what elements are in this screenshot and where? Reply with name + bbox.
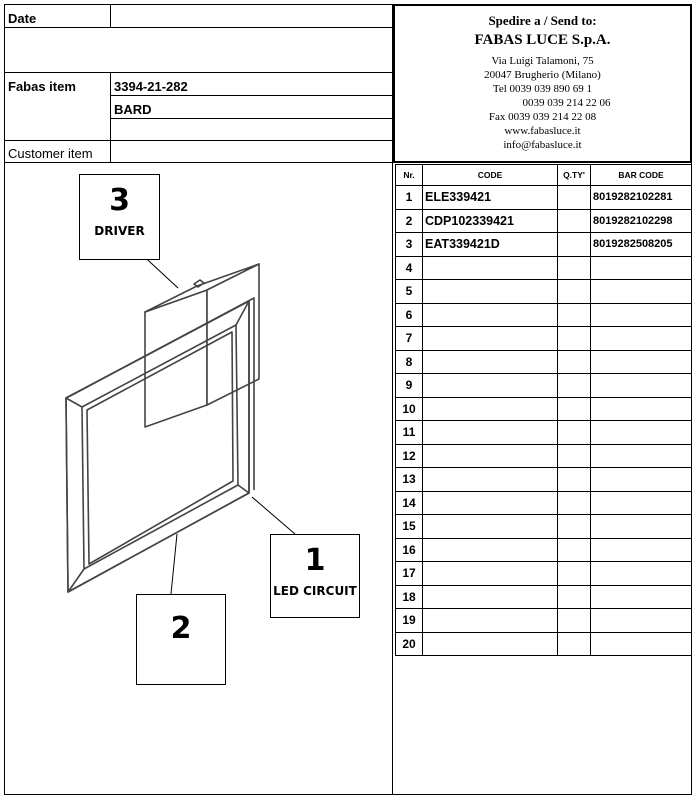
table-row — [396, 585, 692, 609]
callout-number: 3 — [109, 183, 130, 218]
column-header-qty: Q.TY' — [558, 165, 591, 186]
quantity-cell — [558, 374, 591, 398]
item-code: 3394-21-282 — [114, 79, 188, 94]
part-code — [423, 468, 558, 492]
date-label: Date — [8, 11, 37, 26]
quantity-cell — [558, 397, 591, 421]
table-row — [396, 233, 692, 257]
barcode — [591, 421, 692, 445]
part-code — [423, 327, 558, 351]
barcode — [591, 397, 692, 421]
customer-item-label: Customer item — [8, 146, 93, 161]
table-row — [396, 468, 692, 492]
address-line-2: 20047 Brugherio (Milano) — [484, 69, 601, 81]
row-number: 18 — [396, 585, 423, 609]
barcode — [591, 280, 692, 304]
part-code — [423, 515, 558, 539]
quantity-cell — [558, 632, 591, 656]
quantity-cell — [558, 209, 591, 233]
row-number: 6 — [396, 303, 423, 327]
part-code — [423, 256, 558, 280]
callout-led-circuit — [270, 534, 360, 618]
callout-label: DRIVER — [94, 224, 145, 238]
part-code — [423, 585, 558, 609]
quantity-cell — [558, 256, 591, 280]
part-code — [423, 303, 558, 327]
barcode — [591, 303, 692, 327]
column-header-barcode: BAR CODE — [591, 165, 692, 186]
quantity-cell — [558, 350, 591, 374]
phone-2: 0039 039 214 22 06 — [522, 97, 611, 109]
table-row — [396, 491, 692, 515]
part-code: CDP102339421 — [423, 209, 558, 233]
quantity-cell — [558, 186, 591, 210]
quantity-cell — [558, 562, 591, 586]
part-code — [423, 397, 558, 421]
part-code: ELE339421 — [423, 186, 558, 210]
part-code — [423, 609, 558, 633]
leader-line-led — [252, 497, 295, 534]
table-row — [396, 186, 692, 210]
quantity-cell — [558, 585, 591, 609]
part-code: EAT339421D — [423, 233, 558, 257]
barcode — [591, 515, 692, 539]
row-number: 13 — [396, 468, 423, 492]
quantity-cell — [558, 515, 591, 539]
barcode — [591, 585, 692, 609]
column-header-code: CODE — [423, 165, 558, 186]
quantity-cell — [558, 444, 591, 468]
table-row — [396, 327, 692, 351]
barcode — [591, 609, 692, 633]
row-number: 4 — [396, 256, 423, 280]
row-number: 16 — [396, 538, 423, 562]
quantity-cell — [558, 280, 591, 304]
barcode — [591, 562, 692, 586]
callout-2 — [136, 594, 226, 685]
row-number: 10 — [396, 397, 423, 421]
barcode — [591, 538, 692, 562]
row-number: 5 — [396, 280, 423, 304]
parts-table — [395, 164, 692, 656]
quantity-cell — [558, 538, 591, 562]
row-number: 17 — [396, 562, 423, 586]
part-code — [423, 538, 558, 562]
barcode — [591, 327, 692, 351]
table-row — [396, 515, 692, 539]
quantity-cell — [558, 421, 591, 445]
row-number: 15 — [396, 515, 423, 539]
barcode — [591, 491, 692, 515]
barcode — [591, 632, 692, 656]
part-code — [423, 350, 558, 374]
part-code — [423, 374, 558, 398]
fax: Fax 0039 039 214 22 08 — [488, 111, 597, 123]
table-row — [396, 256, 692, 280]
website: www.fabasluce.it — [504, 125, 581, 137]
table-row — [396, 280, 692, 304]
part-code — [423, 280, 558, 304]
table-row — [396, 421, 692, 445]
callout-driver — [79, 174, 160, 260]
column-header-nr: Nr. — [396, 165, 423, 186]
item-name: BARD — [114, 102, 152, 117]
quantity-cell — [558, 233, 591, 257]
table-row — [396, 350, 692, 374]
part-code — [423, 632, 558, 656]
table-row — [396, 538, 692, 562]
table-row — [396, 562, 692, 586]
table-row — [396, 397, 692, 421]
row-number: 1 — [396, 186, 423, 210]
leader-line-2 — [171, 534, 177, 594]
barcode — [591, 468, 692, 492]
row-number: 2 — [396, 209, 423, 233]
row-number: 7 — [396, 327, 423, 351]
table-header-row — [396, 165, 692, 186]
address-line-1: Via Luigi Talamoni, 75 — [491, 55, 594, 67]
barcode — [591, 374, 692, 398]
barcode — [591, 444, 692, 468]
part-code — [423, 444, 558, 468]
table-row — [396, 209, 692, 233]
callout-number: 1 — [304, 543, 326, 578]
callout-label: LED CIRCUIT — [273, 584, 357, 598]
row-number: 12 — [396, 444, 423, 468]
table-row — [396, 632, 692, 656]
barcode — [591, 256, 692, 280]
quantity-cell — [558, 609, 591, 633]
shipping-title: Spedire a / Send to: — [488, 13, 597, 28]
mount-box-front — [145, 290, 207, 427]
row-number: 14 — [396, 491, 423, 515]
fabas-item-label: Fabas item — [8, 79, 76, 94]
table-row — [396, 609, 692, 633]
table-row — [396, 444, 692, 468]
part-code — [423, 562, 558, 586]
quantity-cell — [558, 468, 591, 492]
table-row — [396, 374, 692, 398]
barcode: 8019282102298 — [591, 209, 692, 233]
row-number: 3 — [396, 233, 423, 257]
row-number: 9 — [396, 374, 423, 398]
row-number: 8 — [396, 350, 423, 374]
company-name: FABAS LUCE S.p.A. — [474, 32, 611, 48]
barcode: 8019282508205 — [591, 233, 692, 257]
row-number: 20 — [396, 632, 423, 656]
row-number: 11 — [396, 421, 423, 445]
quantity-cell — [558, 491, 591, 515]
callout-number: 2 — [170, 611, 192, 646]
row-number: 19 — [396, 609, 423, 633]
part-code — [423, 421, 558, 445]
shipping-address — [394, 4, 691, 163]
quantity-cell — [558, 327, 591, 351]
quantity-cell — [558, 303, 591, 327]
barcode: 8019282102281 — [591, 186, 692, 210]
barcode — [591, 350, 692, 374]
table-row — [396, 303, 692, 327]
part-code — [423, 491, 558, 515]
phone-1: Tel 0039 039 890 69 1 — [492, 83, 593, 95]
email: info@fabasluce.it — [503, 139, 582, 151]
